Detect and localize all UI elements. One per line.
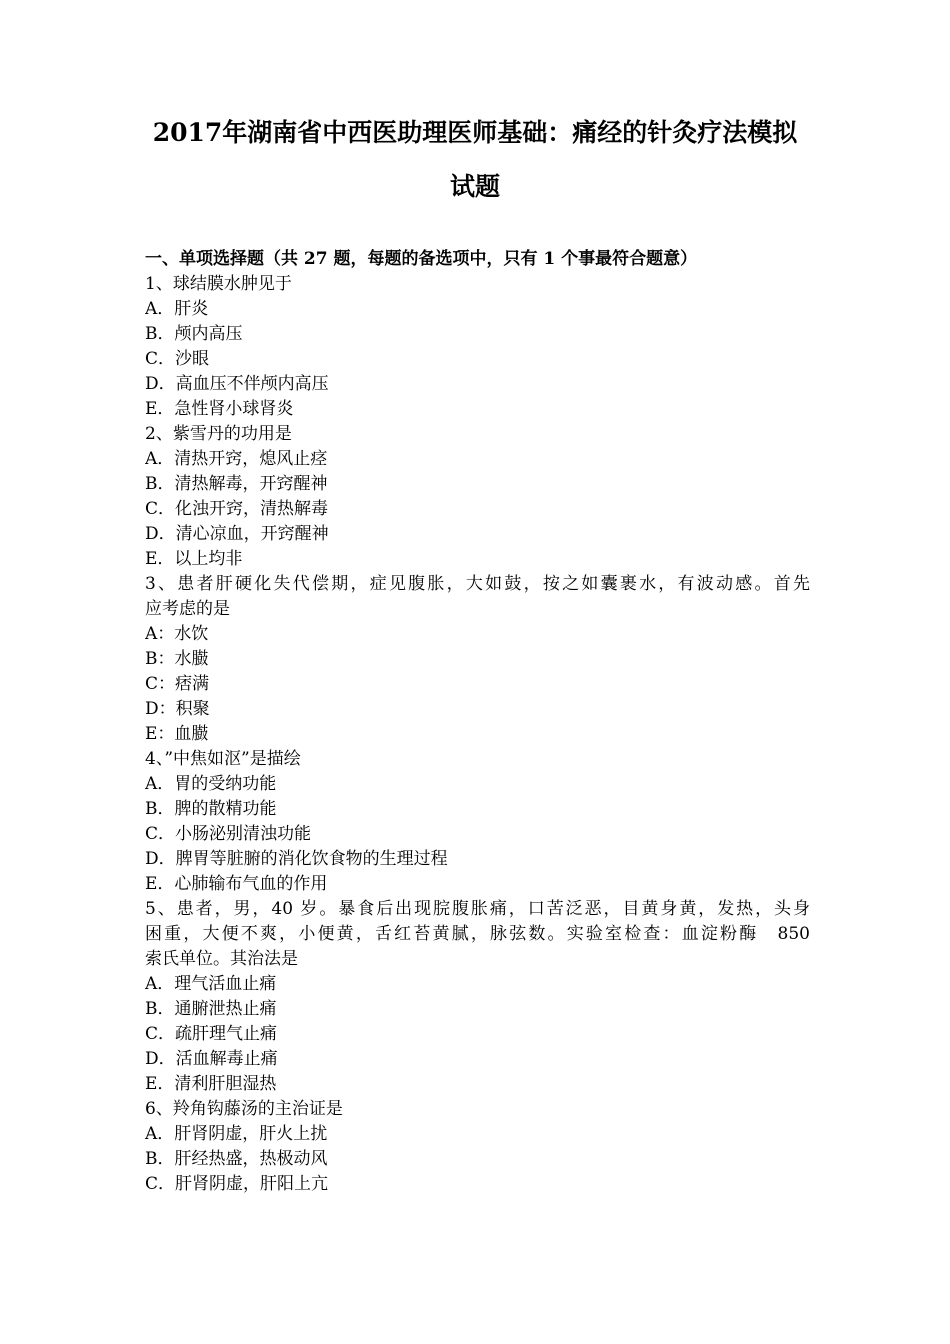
question-stem-continued: 索氏单位。其治法是: [145, 949, 298, 969]
option-e: E．心肺输布气血的作用: [145, 874, 328, 894]
option-d: D：积聚: [145, 699, 210, 719]
question-5: [145, 897, 810, 1097]
option-d: D．清心凉血，开窍醒神: [145, 524, 329, 544]
option-d: D．脾胃等脏腑的消化饮食物的生理过程: [145, 849, 448, 869]
option-c: C．疏肝理气止痛: [145, 1024, 278, 1044]
question-1: [145, 272, 810, 422]
option-a: A．胃的受纳功能: [145, 774, 277, 794]
question-stem: 6、羚角钩藤汤的主治证是: [145, 1099, 343, 1119]
question-6: [145, 1097, 810, 1197]
option-b: B．颅内高压: [145, 324, 243, 344]
option-a: A．理气活血止痛: [145, 974, 277, 994]
option-a: A．肝肾阴虚，肝火上扰: [145, 1124, 328, 1144]
option-c: C．沙眼: [145, 349, 210, 369]
option-b: B．通腑泄热止痛: [145, 999, 277, 1019]
question-stem: 1、球结膜水肿见于: [145, 274, 292, 294]
option-c: C．小肠泌别清浊功能: [145, 824, 312, 844]
option-e: E．清利肝胆湿热: [145, 1074, 277, 1094]
option-c: C．化浊开窍，清热解毒: [145, 499, 329, 519]
question-2: [145, 422, 810, 572]
option-c: C．肝肾阴虚，肝阳上亢: [145, 1174, 329, 1194]
option-a: A．清热开窍，熄风止痉: [145, 449, 328, 469]
option-e: E．以上均非: [145, 549, 243, 569]
question-stem-continued: 困重，大便不爽，小便黄，舌红苔黄腻，脉弦数。实验室检查：血淀粉酶 850: [145, 924, 810, 944]
question-stem: 4、”中焦如沤”是描绘: [145, 749, 301, 769]
question-3: [145, 572, 810, 747]
option-e: E：血臌: [145, 724, 209, 744]
question-stem: 5、患者，男，40 岁。暴食后出现脘腹胀痛，口苦泛恶，目黄身黄，发热，头身: [145, 899, 810, 919]
option-d: D．活血解毒止痛: [145, 1049, 278, 1069]
question-stem: 3、患者肝硬化失代偿期，症见腹胀，大如鼓，按之如囊裹水，有波动感。首先: [145, 574, 810, 594]
document-title-line-1: 2017年湖南省中西医助理医师基础：痛经的针灸疗法模拟: [152, 118, 798, 147]
option-b: B．脾的散精功能: [145, 799, 277, 819]
option-b: B．肝经热盛，热极动风: [145, 1149, 328, 1169]
option-a: A．肝炎: [145, 299, 209, 319]
option-d: D．高血压不伴颅内高压: [145, 374, 329, 394]
option-b: B：水臌: [145, 649, 209, 669]
question-stem-continued: 应考虑的是: [145, 599, 230, 619]
option-e: E．急性肾小球肾炎: [145, 399, 294, 419]
document-title-line-2: 试题: [449, 172, 500, 201]
option-a: A：水饮: [145, 624, 209, 644]
section-header: 一、单项选择题（共 27 题，每题的备选项中，只有 1 个事最符合题意）: [145, 249, 698, 269]
question-stem: 2、紫雪丹的功用是: [145, 424, 292, 444]
document-body: [145, 247, 810, 1197]
question-4: [145, 747, 810, 897]
option-b: B．清热解毒，开窍醒神: [145, 474, 328, 494]
option-c: C：痞满: [145, 674, 210, 694]
